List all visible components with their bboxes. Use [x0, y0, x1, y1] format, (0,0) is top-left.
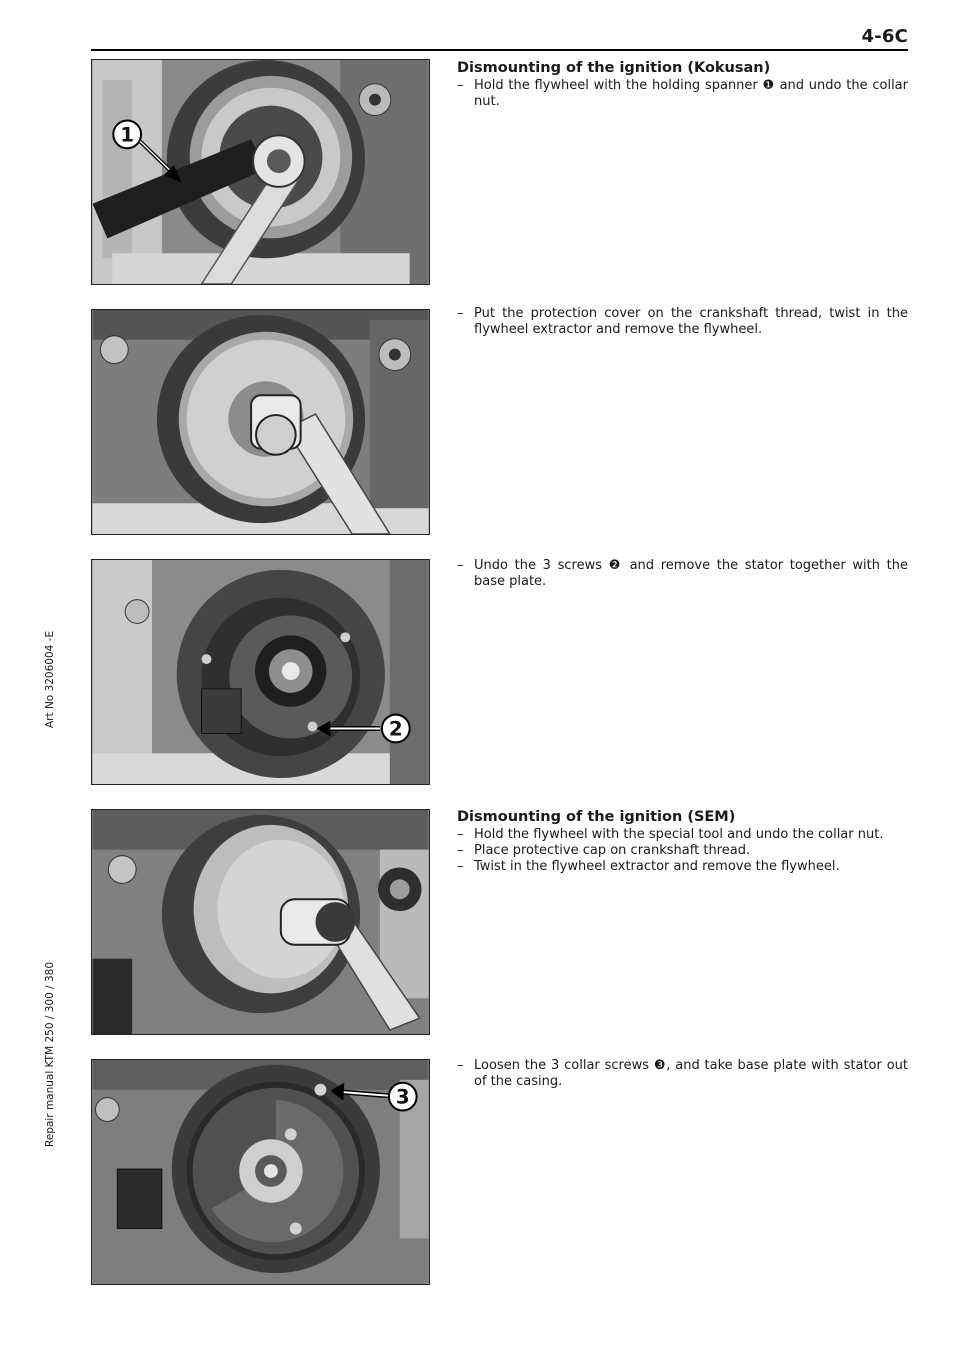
- instruction-step: – Loosen the 3 collar screws ❸, and take base plate with stator out of the casing.: [457, 1058, 908, 1090]
- sem-flywheel-illustration: [92, 810, 429, 1034]
- callout-number: 1: [120, 123, 135, 147]
- section-kokusan-step1: [457, 59, 908, 110]
- header-rule: [91, 49, 908, 51]
- instruction-step: – Put the protection cover on the crankshaft thread, twist in the flywheel extractor and remove the flywheel.: [457, 306, 908, 338]
- photo-flywheel-extractor: [91, 309, 430, 535]
- flywheel-holding-spanner-illustration: [92, 60, 429, 284]
- section-heading: Dismounting of the ignition (Kokusan): [457, 60, 771, 76]
- photo-stator-screws: [91, 559, 430, 785]
- section-sem-step1: [457, 808, 908, 875]
- flywheel-extractor-illustration: [92, 310, 429, 534]
- instruction-step: – Hold the flywheel with the special tool and undo the collar nut.: [457, 827, 908, 843]
- collar-screws-illustration: [92, 1060, 429, 1284]
- photo-sem-collar-screws: [91, 1059, 430, 1285]
- instruction-step: – Hold the flywheel with the holding spanner ❶ and undo the collar nut.: [457, 78, 908, 110]
- manual-title-label: Repair manual KTM 250 / 300 / 380: [44, 961, 56, 1147]
- instruction-step: – Twist in the flywheel extractor and remove the flywheel.: [457, 859, 908, 875]
- stator-screws-illustration: [92, 560, 429, 784]
- art-number-label: Art No 3206004 -E: [44, 630, 56, 728]
- photo-kokusan-holding-spanner: [91, 59, 430, 285]
- callout-number: 3: [395, 1085, 410, 1109]
- callout-number: 2: [388, 717, 403, 741]
- instruction-step: – Undo the 3 screws ❷ and remove the stator together with the base plate.: [457, 558, 908, 590]
- page-number: 4-6C: [861, 26, 908, 47]
- photo-sem-flywheel: [91, 809, 430, 1035]
- section-kokusan-step3: [457, 558, 908, 590]
- section-sem-step2: [457, 1058, 908, 1090]
- section-heading: Dismounting of the ignition (SEM): [457, 809, 736, 825]
- section-kokusan-step2: [457, 306, 908, 338]
- instruction-step: – Place protective cap on crankshaft thread.: [457, 843, 908, 859]
